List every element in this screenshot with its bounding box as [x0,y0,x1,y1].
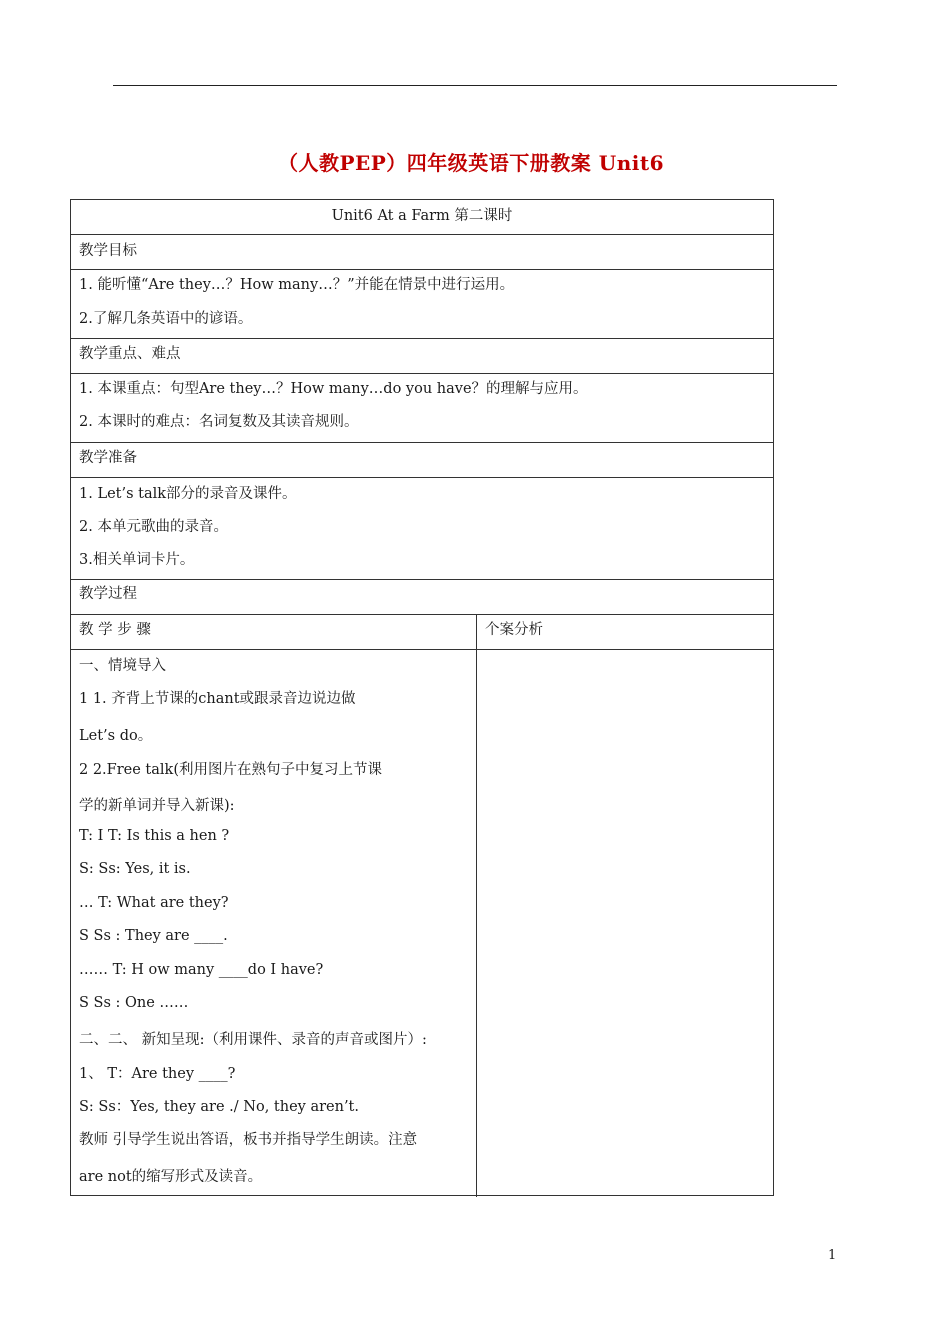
step-line: 二、二、 新知呈现:（利用课件、录音的声音或图片）: [79,1032,427,1048]
key-point-item: 2. 本课时的难点：名词复数及其读音规则。 [79,414,359,430]
key-point-item: 1. 本课重点：句型Are they…？How many…do you have？的理解与应用。 [79,381,588,397]
table-header-row [71,200,773,235]
goals-label-row [71,235,773,270]
step-line: S Ss : One …… [79,995,189,1011]
step-line: S: Ss: Yes, it is. [79,861,191,877]
step-line: 学的新单词并导入新课): [79,798,235,814]
step-line: S: Ss：Yes, they are ./ No, they aren’t. [79,1099,359,1115]
prep-content-row [71,478,773,580]
goal-item: 2.了解几条英语中的谚语。 [79,311,253,327]
prep-item: 3.相关单词卡片。 [79,552,195,568]
goals-label: 教学目标 [79,243,137,259]
key-points-content-row [71,374,773,443]
analysis-column-header: 个案分析 [485,622,543,638]
prep-label: 教学准备 [79,450,137,466]
lesson-plan-table [70,199,774,1196]
step-line: 教师 引导学生说出答语，板书并指导学生朗读。注意 [79,1132,418,1148]
goals-content-row [71,270,773,339]
step-line: S Ss : They are ____. [79,928,228,944]
column-divider [476,615,477,1197]
document-title: （人教PEP）四年级英语下册教案 Unit6 [277,151,665,175]
column-header-row [71,615,773,650]
process-label-row [71,580,773,615]
goal-item: 1. 能听懂“Are they…？How many…？”并能在情景中进行运用。 [79,277,515,293]
page-number: 1 [828,1248,837,1263]
key-points-label: 教学重点、难点 [79,346,181,362]
step-line: 2 2.Free talk(利用图片在熟句子中复习上节课 [79,762,382,778]
step-line: 1、 T：Are they ____? [79,1066,236,1082]
process-label: 教学过程 [79,586,137,602]
step-line: T: I T: Is this a hen ? [79,828,230,844]
step-line: 1 1. 齐背上节课的chant或跟录音边说边做 [79,691,356,707]
prep-item: 1. Let’s talk部分的录音及课件。 [79,486,297,502]
step-line: are not的缩写形式及读音。 [79,1169,263,1185]
step-line: 一、情境导入 [79,658,166,674]
step-line: … T: What are they? [79,895,229,911]
header-rule [113,85,837,86]
prep-label-row [71,443,773,478]
key-points-label-row [71,339,773,374]
prep-item: 2. 本单元歌曲的录音。 [79,519,228,535]
step-line: Let’s do。 [79,728,153,744]
steps-column-header: 教 学 步 骤 [79,622,151,638]
lesson-header: Unit6 At a Farm 第二课时 [331,208,513,224]
step-line: …… T: H ow many ____do I have? [79,962,324,978]
